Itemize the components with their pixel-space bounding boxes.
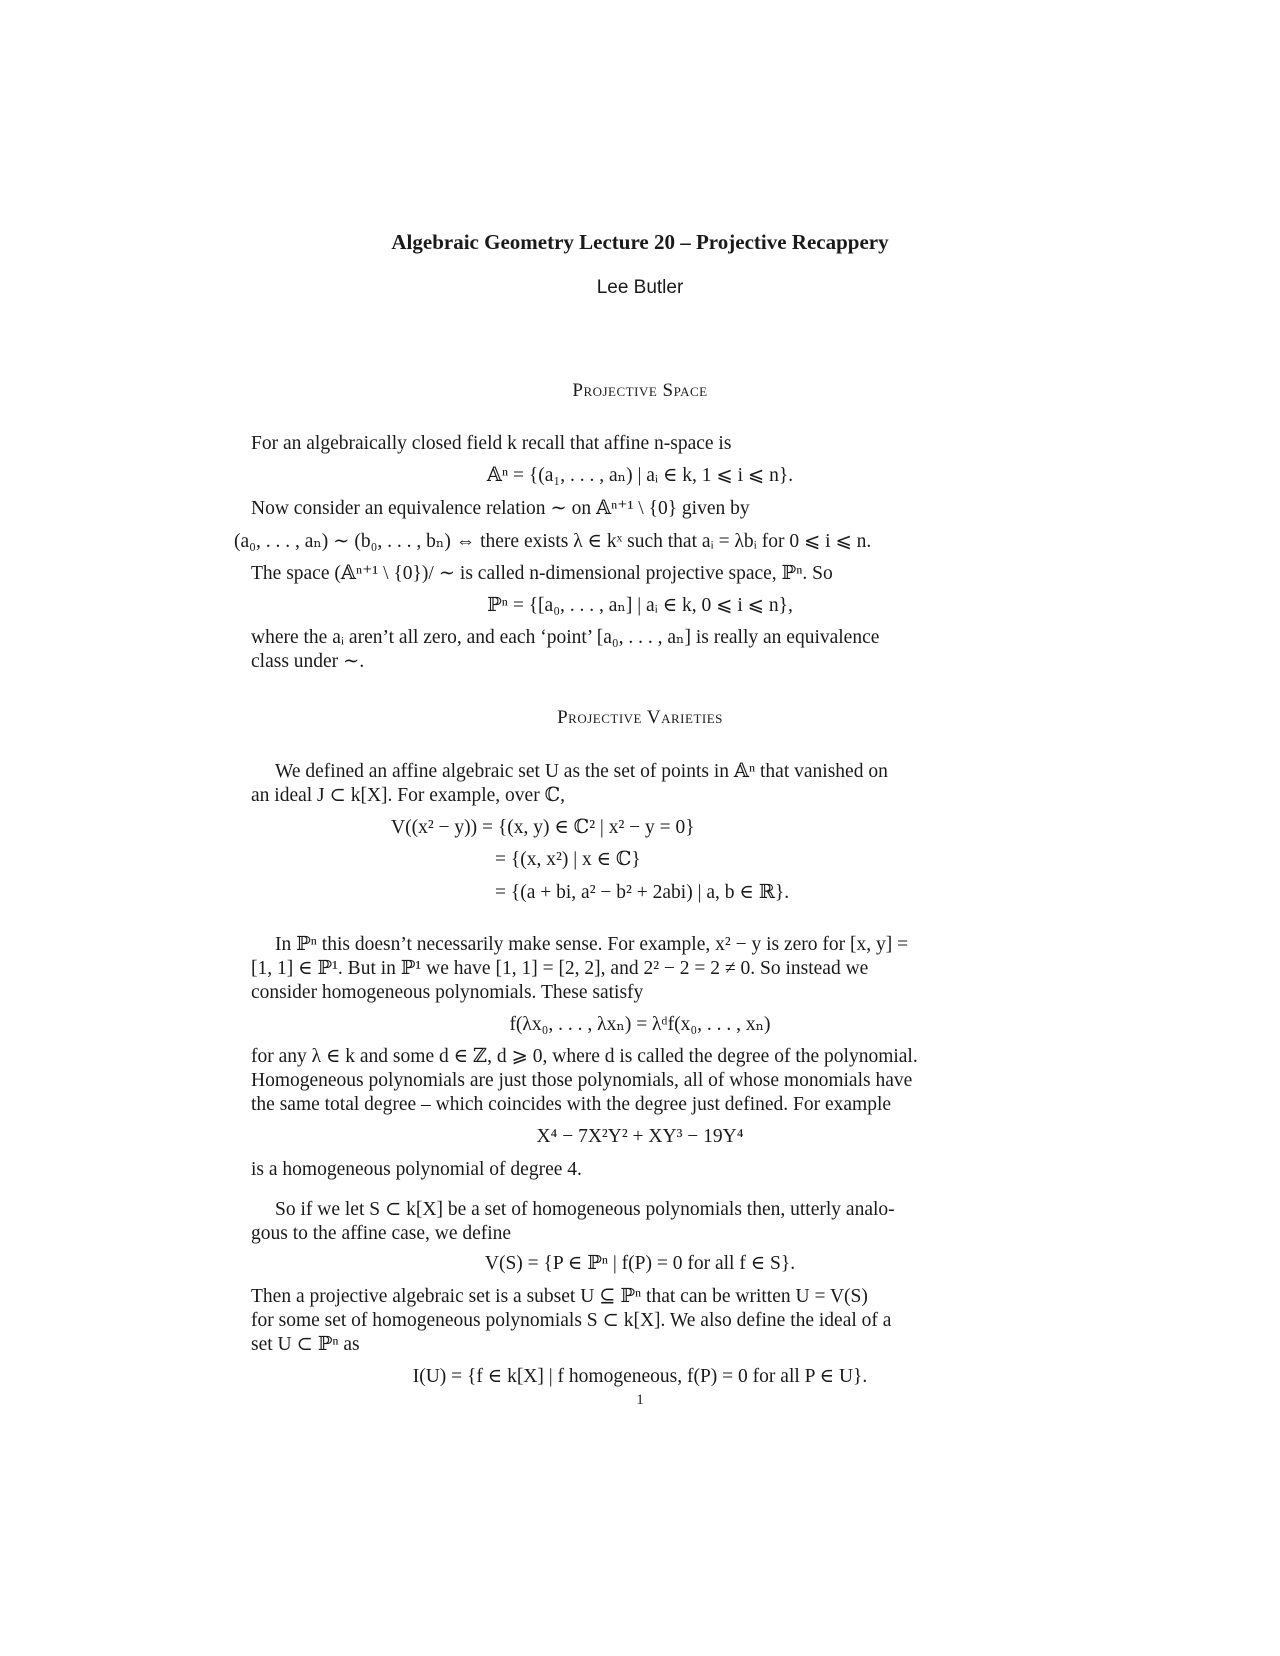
- equation-variety-line-2: = {(x, x²) | x ∈ ℂ}: [495, 849, 641, 870]
- paragraph-line: [1, 1] ∈ ℙ¹. But in ℙ¹ we have [1, 1] = [2, 2], and 2² − 2 = 2 ≠ 0. So instead we: [251, 958, 869, 979]
- equation-homogeneous: f(λx₀, . . . , λxₙ) = λᵈf(x₀, . . . , xₙ): [509, 1014, 771, 1035]
- paragraph-line: The space (𝔸ⁿ⁺¹ \ {0})/ ∼ is called n-dimensional projective space, ℙⁿ. So: [251, 563, 833, 584]
- paragraph-line: In ℙⁿ this doesn’t necessarily make sense. For example, x² − y is zero for [x, y] =: [275, 934, 909, 955]
- equation-equivalence-relation: (a₀, . . . , aₙ) ∼ (b₀, . . . , bₙ) ⇔ there exists λ ∈ kˣ such that aᵢ = λbᵢ for 0 ⩽ i ⩽ n.: [234, 531, 872, 552]
- equation-variety-line-1: V((x² − y)) = {(x, y) ∈ ℂ² | x² − y = 0}: [391, 817, 695, 838]
- equation-projective-variety: V(S) = {P ∈ ℙⁿ | f(P) = 0 for all f ∈ S}.: [484, 1253, 796, 1274]
- equation-ideal-of-set: I(U) = {f ∈ k[X] | f homogeneous, f(P) = 0 for all P ∈ U}.: [412, 1366, 868, 1387]
- paragraph-line: for any λ ∈ k and some d ∈ ℤ, d ⩾ 0, where d is called the degree of the polynomial.: [251, 1046, 918, 1067]
- section-heading-projective-varieties: Projective Varieties: [557, 707, 723, 728]
- paragraph-line: For an algebraically closed field k recall that affine n-space is: [251, 433, 732, 454]
- paragraph-line: We defined an affine algebraic set U as the set of points in 𝔸ⁿ that vanished on: [275, 761, 888, 782]
- paragraph-line: the same total degree – which coincides with the degree just defined. For example: [251, 1094, 892, 1115]
- page-number: 1: [636, 1392, 644, 1408]
- paragraph-line: So if we let S ⊂ k[X] be a set of homogeneous polynomials then, utterly analo-: [275, 1199, 895, 1220]
- paragraph-line: consider homogeneous polynomials. These satisfy: [251, 982, 644, 1003]
- equation-affine-space: 𝔸ⁿ = {(a₁, . . . , aₙ) | aᵢ ∈ k, 1 ⩽ i ⩽ n}.: [486, 465, 794, 486]
- paragraph-line: an ideal J ⊂ k[X]. For example, over ℂ,: [251, 785, 565, 806]
- equation-example-polynomial: X⁴ − 7X²Y² + XY³ − 19Y⁴: [536, 1126, 744, 1147]
- paper-title: Algebraic Geometry Lecture 20 – Projective Recappery: [391, 230, 889, 254]
- paragraph-line: Now consider an equivalence relation ∼ on 𝔸ⁿ⁺¹ \ {0} given by: [251, 498, 750, 519]
- paragraph-line: for some set of homogeneous polynomials S ⊂ k[X]. We also define the ideal of a: [251, 1310, 892, 1331]
- paragraph-line: set U ⊂ ℙⁿ as: [251, 1334, 360, 1355]
- equation-projective-space: ℙⁿ = {[a₀, . . . , aₙ] | aᵢ ∈ k, 0 ⩽ i ⩽ n},: [487, 595, 793, 616]
- paragraph-line: is a homogeneous polynomial of degree 4.: [251, 1159, 582, 1180]
- paragraph-line: gous to the affine case, we define: [251, 1223, 512, 1244]
- paragraph-line: where the aᵢ aren’t all zero, and each ‘point’ [a₀, . . . , aₙ] is really an equivalence: [251, 627, 880, 648]
- equation-variety-line-3: = {(a + bi, a² − b² + 2abi) | a, b ∈ ℝ}.: [495, 882, 790, 903]
- paragraph-line: class under ∼.: [251, 651, 365, 672]
- section-heading-projective-space: Projective Space: [572, 380, 708, 401]
- paragraph-line: Homogeneous polynomials are just those polynomials, all of whose monomials have: [251, 1070, 913, 1091]
- paragraph-line: Then a projective algebraic set is a subset U ⊆ ℙⁿ that can be written U = V(S): [251, 1286, 868, 1307]
- author-name: Lee Butler: [596, 277, 684, 298]
